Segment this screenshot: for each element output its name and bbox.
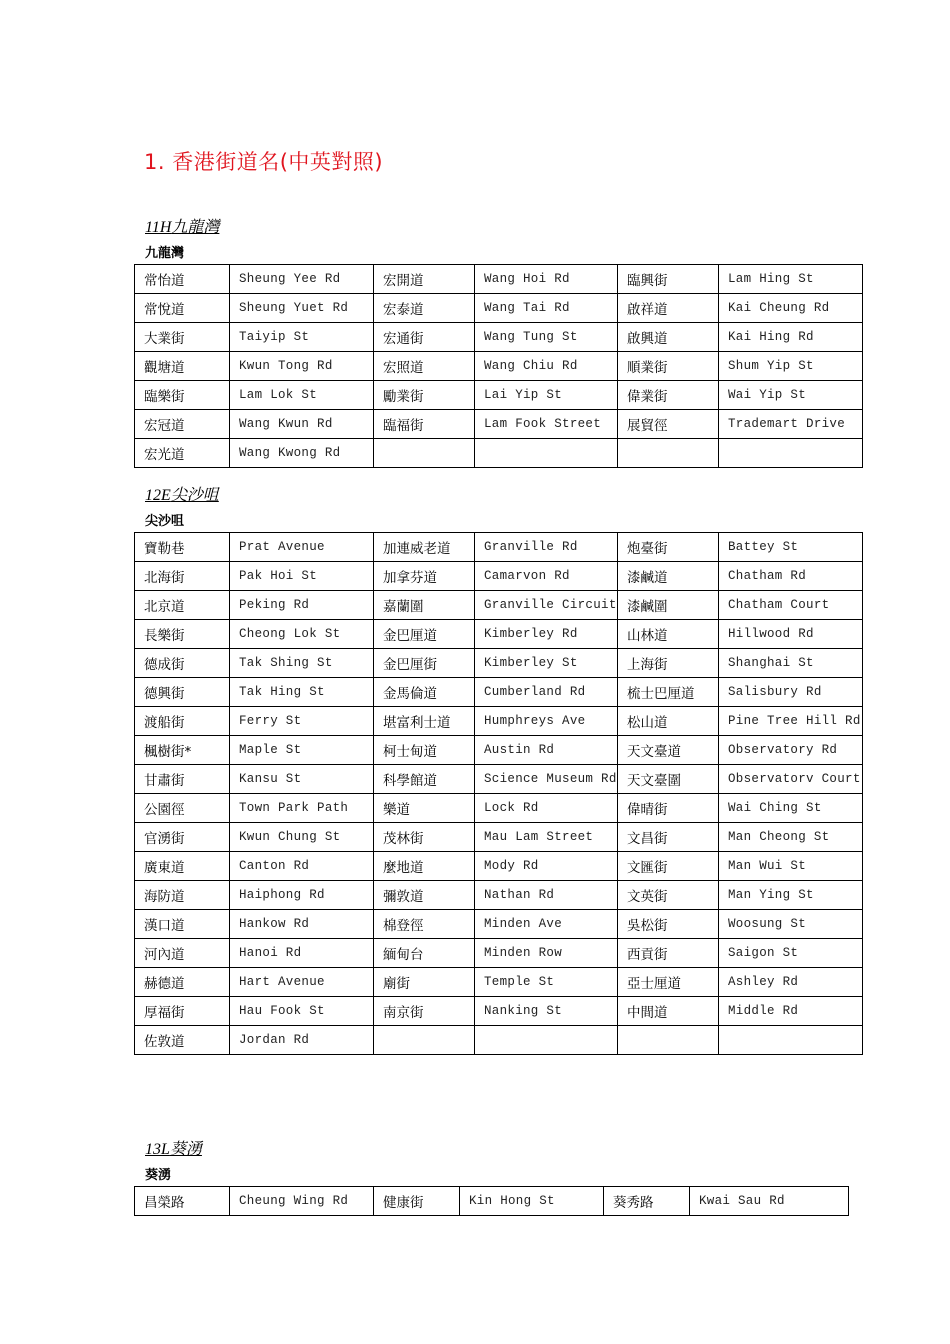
street-name-chinese: 常怡道	[135, 265, 230, 294]
street-name-chinese: 葵秀路	[604, 1187, 690, 1216]
street-name-english: Hart Avenue	[230, 968, 374, 997]
table-row	[135, 591, 863, 620]
street-name-chinese	[374, 1026, 475, 1055]
street-name-english: Kwun Tong Rd	[230, 352, 374, 381]
street-name-english: Lam Lok St	[230, 381, 374, 410]
street-name-chinese: 金巴厘街	[374, 649, 475, 678]
street-name-english: Wang Chiu Rd	[475, 352, 618, 381]
street-name-chinese: 加連威老道	[374, 533, 475, 562]
street-name-chinese: 樂道	[374, 794, 475, 823]
street-name-chinese: 長樂街	[135, 620, 230, 649]
street-name-english: Peking Rd	[230, 591, 374, 620]
street-name-chinese: 漢口道	[135, 910, 230, 939]
street-name-chinese: 文英街	[618, 881, 719, 910]
street-name-chinese: 炮臺街	[618, 533, 719, 562]
street-name-english: Austin Rd	[475, 736, 618, 765]
street-name-chinese: 宏光道	[135, 439, 230, 468]
street-name-english: Canton Rd	[230, 852, 374, 881]
street-name-chinese: 南京街	[374, 997, 475, 1026]
street-name-chinese: 臨福街	[374, 410, 475, 439]
street-name-chinese: 漆鹹圍	[618, 591, 719, 620]
street-name-chinese: 文匯街	[618, 852, 719, 881]
street-name-chinese: 金巴厘道	[374, 620, 475, 649]
street-name-english: Minden Ave	[475, 910, 618, 939]
street-name-english: Shum Yip St	[719, 352, 863, 381]
section-subtitle: 尖沙咀	[145, 514, 185, 529]
street-name-english: Saigon St	[719, 939, 863, 968]
table-row	[135, 410, 863, 439]
street-name-english: Chatham Court	[719, 591, 863, 620]
street-name-chinese: 吳松街	[618, 910, 719, 939]
street-name-chinese: 偉業街	[618, 381, 719, 410]
street-name-chinese: 宏泰道	[374, 294, 475, 323]
street-name-chinese: 北京道	[135, 591, 230, 620]
street-name-english: Maple St	[230, 736, 374, 765]
street-name-english: Tak Shing St	[230, 649, 374, 678]
street-name-english: Kin Hong St	[460, 1187, 604, 1216]
street-name-chinese: 彌敦道	[374, 881, 475, 910]
section-name: 葵湧	[169, 1141, 202, 1158]
street-name-english: Kansu St	[230, 765, 374, 794]
street-name-english: Tak Hing St	[230, 678, 374, 707]
street-name-chinese: 順業街	[618, 352, 719, 381]
street-name-chinese: 嘉蘭圍	[374, 591, 475, 620]
street-name-english: Man Wui St	[719, 852, 863, 881]
table-row	[135, 765, 863, 794]
street-name-english: Nathan Rd	[475, 881, 618, 910]
table-row	[135, 323, 863, 352]
table-row	[135, 852, 863, 881]
street-name-chinese: 官湧街	[135, 823, 230, 852]
street-name-chinese: 臨樂街	[135, 381, 230, 410]
street-name-chinese: 梳士巴厘道	[618, 678, 719, 707]
street-name-english: Hanoi Rd	[230, 939, 374, 968]
table-row	[135, 620, 863, 649]
street-name-chinese: 宏冠道	[135, 410, 230, 439]
table-row	[135, 794, 863, 823]
street-name-chinese: 展貿徑	[618, 410, 719, 439]
street-name-english: Kwun Chung St	[230, 823, 374, 852]
street-name-chinese: 緬甸台	[374, 939, 475, 968]
street-name-chinese: 文昌街	[618, 823, 719, 852]
street-name-chinese: 棉登徑	[374, 910, 475, 939]
street-name-english: Haiphong Rd	[230, 881, 374, 910]
street-name-chinese: 山林道	[618, 620, 719, 649]
street-name-chinese: 天文臺圍	[618, 765, 719, 794]
street-name-english: Man Ying St	[719, 881, 863, 910]
street-name-english: Lam Hing St	[719, 265, 863, 294]
street-name-english: Sheung Yuet Rd	[230, 294, 374, 323]
street-name-english: Ashley Rd	[719, 968, 863, 997]
street-name-chinese	[618, 1026, 719, 1055]
street-name-chinese: 大業街	[135, 323, 230, 352]
section-heading-12e	[145, 482, 219, 505]
table-row	[135, 562, 863, 591]
street-name-english: Kai Hing Rd	[719, 323, 863, 352]
table-row	[135, 294, 863, 323]
street-name-english: Hau Fook St	[230, 997, 374, 1026]
section-heading-13l	[145, 1136, 202, 1159]
street-name-english: Pine Tree Hill Rd	[719, 707, 863, 736]
table-row	[135, 1187, 849, 1216]
street-name-english: Jordan Rd	[230, 1026, 374, 1055]
street-name-chinese: 常悅道	[135, 294, 230, 323]
street-name-chinese: 西貢街	[618, 939, 719, 968]
street-name-english: Observatory Rd	[719, 736, 863, 765]
street-table-kwai-chung	[134, 1186, 849, 1216]
street-name-chinese: 宏通街	[374, 323, 475, 352]
table-row	[135, 1026, 863, 1055]
table-row	[135, 736, 863, 765]
street-name-chinese: 加拿芬道	[374, 562, 475, 591]
street-name-english	[719, 1026, 863, 1055]
table-row	[135, 352, 863, 381]
street-name-english: Prat Avenue	[230, 533, 374, 562]
street-name-english: Humphreys Ave	[475, 707, 618, 736]
street-name-chinese: 公園徑	[135, 794, 230, 823]
street-name-chinese: 北海街	[135, 562, 230, 591]
street-name-english: Wang Tung St	[475, 323, 618, 352]
street-name-chinese: 中間道	[618, 997, 719, 1026]
street-name-chinese: 科學館道	[374, 765, 475, 794]
table-row	[135, 910, 863, 939]
street-name-chinese: 海防道	[135, 881, 230, 910]
table-row	[135, 678, 863, 707]
street-name-english: Temple St	[475, 968, 618, 997]
street-name-chinese: 臨興街	[618, 265, 719, 294]
street-name-chinese: 偉晴街	[618, 794, 719, 823]
table-row	[135, 533, 863, 562]
street-name-english: Man Cheong St	[719, 823, 863, 852]
street-name-english: Observatorv Court	[719, 765, 863, 794]
street-name-english: Minden Row	[475, 939, 618, 968]
street-name-english: Wai Ching St	[719, 794, 863, 823]
street-name-chinese: 啟興道	[618, 323, 719, 352]
street-name-chinese: 茂林街	[374, 823, 475, 852]
street-name-chinese: 渡船街	[135, 707, 230, 736]
street-name-english: Ferry St	[230, 707, 374, 736]
street-name-english: Lai Yip St	[475, 381, 618, 410]
street-name-english: Town Park Path	[230, 794, 374, 823]
street-name-english: Camarvon Rd	[475, 562, 618, 591]
street-name-chinese: 厚福街	[135, 997, 230, 1026]
street-name-chinese: 天文臺道	[618, 736, 719, 765]
street-name-chinese: 寶勒巷	[135, 533, 230, 562]
table-row	[135, 649, 863, 678]
street-name-english: Wang Tai Rd	[475, 294, 618, 323]
section-heading-11h	[145, 214, 219, 237]
street-name-english: Nanking St	[475, 997, 618, 1026]
street-name-chinese: 宏開道	[374, 265, 475, 294]
street-name-english: Mody Rd	[475, 852, 618, 881]
section-code: 13L	[145, 1141, 170, 1158]
table-row	[135, 265, 863, 294]
street-name-english	[475, 439, 618, 468]
street-name-english: Lock Rd	[475, 794, 618, 823]
street-name-english: Wang Kwun Rd	[230, 410, 374, 439]
section-name: 九龍灣	[171, 219, 220, 236]
street-name-english: Cumberland Rd	[475, 678, 618, 707]
street-name-chinese: 廟街	[374, 968, 475, 997]
section-subtitle: 葵湧	[145, 1168, 172, 1183]
street-name-chinese: 德成街	[135, 649, 230, 678]
street-table-tsim-sha-tsui	[134, 532, 863, 1055]
street-name-chinese: 宏照道	[374, 352, 475, 381]
street-name-english: Sheung Yee Rd	[230, 265, 374, 294]
street-name-chinese	[374, 439, 475, 468]
street-name-chinese: 觀塘道	[135, 352, 230, 381]
street-name-chinese: 赫德道	[135, 968, 230, 997]
street-name-english: Salisbury Rd	[719, 678, 863, 707]
street-name-chinese: 昌榮路	[135, 1187, 230, 1216]
street-name-english: Cheung Wing Rd	[230, 1187, 374, 1216]
street-name-chinese: 漆鹹道	[618, 562, 719, 591]
street-name-chinese: 德興街	[135, 678, 230, 707]
table-row	[135, 881, 863, 910]
street-name-chinese: 啟祥道	[618, 294, 719, 323]
street-name-english: Trademart Drive	[719, 410, 863, 439]
street-name-chinese: 金馬倫道	[374, 678, 475, 707]
street-name-english: Wang Hoi Rd	[475, 265, 618, 294]
table-row	[135, 707, 863, 736]
street-name-english: Granville Circuit	[475, 591, 618, 620]
page-title: 1. 香港街道名(中英對照)	[144, 150, 384, 174]
street-name-chinese: 佐敦道	[135, 1026, 230, 1055]
street-name-english: Wai Yip St	[719, 381, 863, 410]
table-row	[135, 939, 863, 968]
table-row	[135, 997, 863, 1026]
section-code: 12E	[145, 487, 171, 504]
table-row	[135, 823, 863, 852]
street-name-english: Middle Rd	[719, 997, 863, 1026]
street-name-chinese: 楓樹街*	[135, 736, 230, 765]
street-name-english: Battey St	[719, 533, 863, 562]
section-code: 11H	[145, 219, 172, 236]
street-name-chinese: 亞士厘道	[618, 968, 719, 997]
street-name-english: Granville Rd	[475, 533, 618, 562]
section-subtitle: 九龍灣	[145, 246, 185, 261]
street-name-english	[719, 439, 863, 468]
street-name-chinese: 廣東道	[135, 852, 230, 881]
table-row	[135, 439, 863, 468]
street-name-chinese: 甘肅街	[135, 765, 230, 794]
street-name-english: Cheong Lok St	[230, 620, 374, 649]
street-name-chinese: 松山道	[618, 707, 719, 736]
street-name-english: Lam Fook Street	[475, 410, 618, 439]
street-name-chinese: 麼地道	[374, 852, 475, 881]
street-name-english: Chatham Rd	[719, 562, 863, 591]
street-name-chinese: 柯士甸道	[374, 736, 475, 765]
section-name: 尖沙咀	[170, 487, 219, 504]
street-name-english: Wang Kwong Rd	[230, 439, 374, 468]
street-table-kowloon-bay	[134, 264, 863, 468]
street-name-english: Kai Cheung Rd	[719, 294, 863, 323]
street-name-chinese: 堪富利士道	[374, 707, 475, 736]
street-name-chinese: 上海街	[618, 649, 719, 678]
street-name-english: Shanghai St	[719, 649, 863, 678]
street-name-english: Kimberley St	[475, 649, 618, 678]
table-row	[135, 381, 863, 410]
street-name-chinese	[618, 439, 719, 468]
street-name-english: Hankow Rd	[230, 910, 374, 939]
street-name-english: Woosung St	[719, 910, 863, 939]
street-name-english: Mau Lam Street	[475, 823, 618, 852]
street-name-english	[475, 1026, 618, 1055]
street-name-english: Hillwood Rd	[719, 620, 863, 649]
street-name-english: Science Museum Rd	[475, 765, 618, 794]
street-name-chinese: 河內道	[135, 939, 230, 968]
street-name-english: Taiyip St	[230, 323, 374, 352]
street-name-english: Kwai Sau Rd	[690, 1187, 849, 1216]
street-name-chinese: 健康街	[374, 1187, 460, 1216]
street-name-english: Kimberley Rd	[475, 620, 618, 649]
street-name-chinese: 勵業街	[374, 381, 475, 410]
street-name-english: Pak Hoi St	[230, 562, 374, 591]
table-row	[135, 968, 863, 997]
